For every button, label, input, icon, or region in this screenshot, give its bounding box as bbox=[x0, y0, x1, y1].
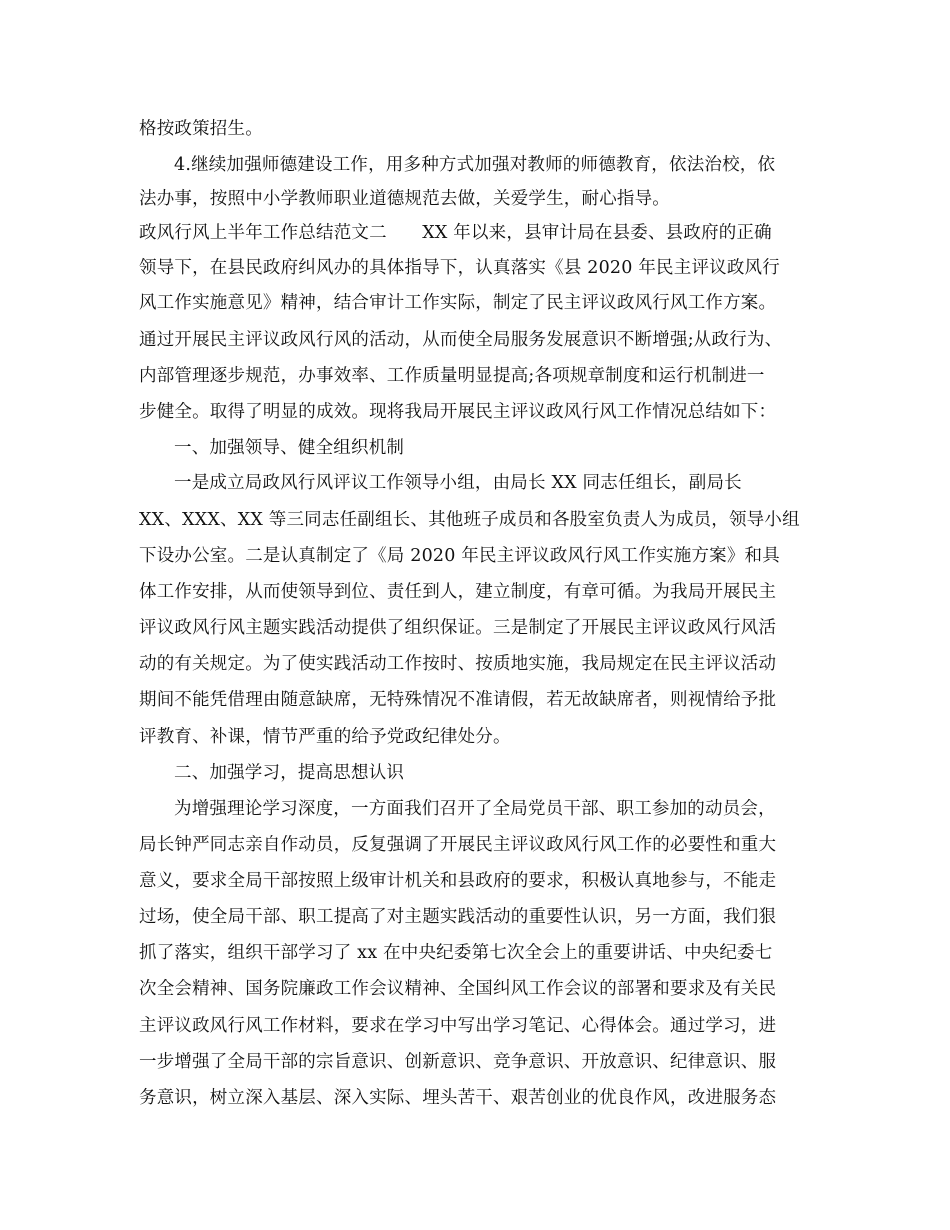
section-heading: 一、加强领导、健全组织机制 bbox=[174, 438, 405, 458]
text-line: 主评议政风行风工作材料，要求在学习中写出学习笔记、心得体会。通过学习，进 bbox=[139, 1016, 777, 1036]
text-line: XX、XXX、XX 等三同志任副组长、其他班子成员和各股室负责人为成员，领导小组 bbox=[139, 510, 800, 530]
text-line: 局长钟严同志亲自作动员，反复强调了开展民主评议政风行风工作的必要性和重大 bbox=[139, 835, 777, 855]
text-line: 一是成立局政风行风评议工作领导小组，由局长 XX 同志任组长，副局长 bbox=[174, 473, 742, 493]
text-line: 4.继续加强师德建设工作，用多种方式加强对教师的师德教育，依法治校，依 bbox=[174, 155, 776, 175]
text-line: 为增强理论学习深度，一方面我们召开了全局党员干部、职工参加的动员会， bbox=[174, 799, 776, 819]
text-line: 过场，使全局干部、职工提高了对主题实践活动的重要性认识，另一方面，我们狠 bbox=[139, 907, 777, 927]
text-line: 政风行风上半年工作总结范文二 XX 年以来，县审计局在县委、县政府的正确 bbox=[139, 223, 772, 243]
text-line: 风工作实施意见》精神，结合审计工作实际，制定了民主评议政风行风工作方案。 bbox=[139, 293, 777, 313]
text-line: 抓了落实，组织干部学习了 xx 在中央纪委第七次全会上的重要讲话、中央纪委七 bbox=[139, 943, 773, 963]
text-line: 内部管理逐步规范，办事效率、工作质量明显提高;各项规章制度和运行机制进一 bbox=[139, 366, 765, 386]
text-line: 务意识，树立深入基层、深入实际、埋头苦干、艰苦创业的优良作风，改进服务态 bbox=[139, 1088, 777, 1108]
text-line: 格按政策招生。 bbox=[139, 119, 263, 139]
section-heading: 二、加强学习，提高思想认识 bbox=[174, 763, 405, 783]
text-line: 领导下，在县民政府纠风办的具体指导下，认真落实《县 2020 年民主评议政风行 bbox=[139, 258, 780, 278]
text-line: 通过开展民主评议政风行风的活动，从而使全局服务发展意识不断增强;从政行为、 bbox=[139, 330, 783, 350]
text-line: 评议政风行风主题实践活动提供了组织保证。三是制定了开展民主评议政风行风活 bbox=[139, 618, 777, 638]
text-line: 动的有关规定。为了使实践活动工作按时、按质地实施，我局规定在民主评议活动 bbox=[139, 654, 777, 674]
text-line: 一步增强了全局干部的宗旨意识、创新意识、竞争意识、开放意识、纪律意识、服 bbox=[139, 1052, 777, 1072]
text-line: 期间不能凭借理由随意缺席，无特殊情况不准请假，若无故缺席者，则视情给予批 bbox=[139, 690, 777, 710]
text-line: 步健全。取得了明显的成效。现将我局开展民主评议政风行风工作情况总结如下： bbox=[139, 402, 777, 422]
text-line: 意义，要求全局干部按照上级审计机关和县政府的要求，积极认真地参与，不能走 bbox=[139, 871, 777, 891]
text-line: 下设办公室。二是认真制定了《局 2020 年民主评议政风行风工作实施方案》和具 bbox=[139, 546, 780, 566]
text-line: 评教育、补课，情节严重的给予党政纪律处分。 bbox=[139, 727, 511, 747]
text-line: 次全会精神、国务院廉政工作会议精神、全国纠风工作会议的部署和要求及有关民 bbox=[139, 979, 777, 999]
text-line: 体工作安排，从而使领导到位、责任到人，建立制度，有章可循。为我局开展民主 bbox=[139, 582, 777, 602]
text-line: 法办事，按照中小学教师职业道德规范去做，关爱学生，耐心指导。 bbox=[139, 189, 670, 209]
